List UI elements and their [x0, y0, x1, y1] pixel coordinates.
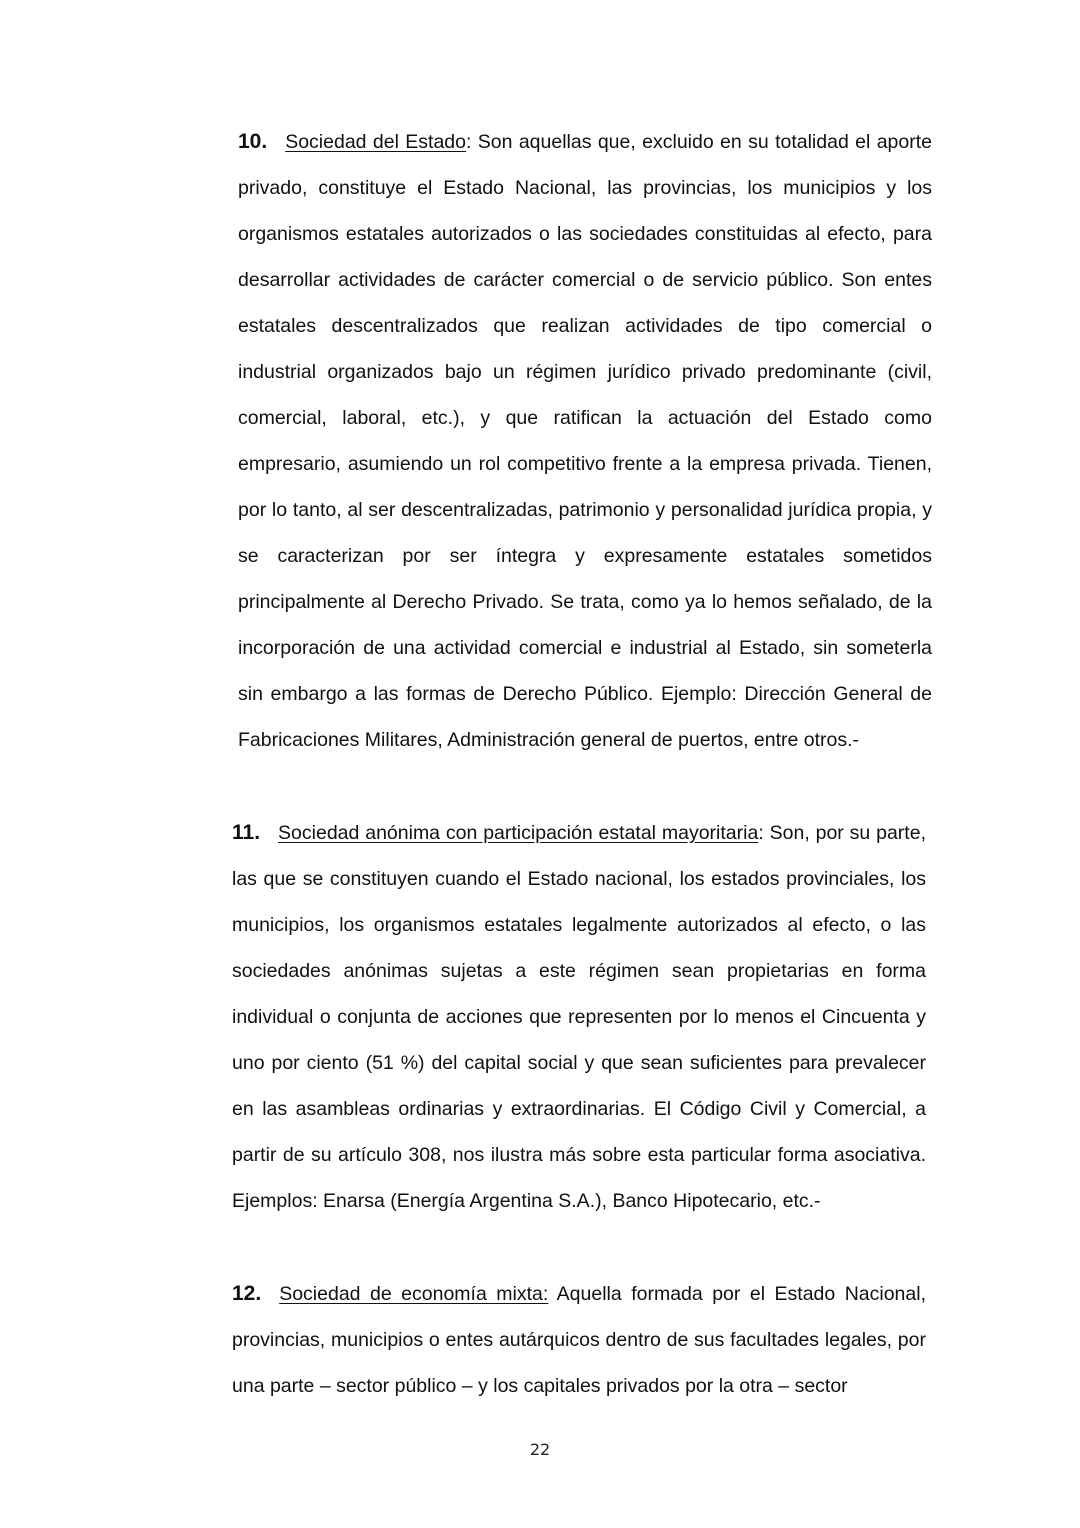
section-number: 12.: [232, 1282, 262, 1305]
section-heading: Sociedad de economía mixta:: [279, 1283, 549, 1305]
section-heading: Sociedad del Estado: [285, 131, 466, 153]
section-body: Son, por su parte, las que se constituyen cuando el Estado nacional, los estados provinciales, los municipios, los organismos estatales legalmente autorizados al efecto, o las sociedades anónimas sujetas a este régimen sean propietarias en forma individual o conjunta de acciones que representen por lo menos el Cincuenta y uno por ciento (51 %) del capital social y que sean suficientes para prevalecer en las asambleas ordinarias y extraordinarias. El Código Civil y Comercial, a partir de su artículo 308, nos ilustra más sobre esta particular forma asociativa. Ejemplos: Enarsa (Energía Argentina S.A.), Banco Hipotecario, etc.-: [232, 822, 926, 1212]
section-number: 10.: [238, 130, 268, 153]
section-11: [232, 810, 926, 1224]
page-number: 22: [529, 1440, 551, 1459]
section-heading: Sociedad anónima con participación estatal mayoritaria: [278, 822, 759, 844]
section-body: Aquella formada por el Estado Nacional, provincias, municipios o entes autárquicos dentro de sus facultades legales, por una parte – sector público – y los capitales privados por la otra – sector: [232, 1283, 926, 1397]
section-10: [238, 119, 932, 763]
heading-suffix: :: [465, 131, 472, 153]
section-number: 11.: [232, 821, 261, 844]
section-body: Son aquellas que, excluido en su totalidad el aporte privado, constituye el Estado Nacional, las provincias, los municipios y los organismos estatales autorizados o las sociedades constituidas al efecto, para desarrollar actividades de carácter comercial o de servicio público. Son entes estatales descentralizados que realizan actividades de tipo comercial o industrial organizados bajo un régimen jurídico privado predominante (civil, comercial, laboral, etc.), y que ratifican la actuación del Estado como empresario, asumiendo un rol competitivo frente a la empresa privada. Tienen, por lo tanto, al ser descentralizadas, patrimonio y personalidad jurídica propia, y se caracterizan por ser íntegra y expresamente estatales sometidos principalmente al Derecho Privado. Se trata, como ya lo hemos señalado, de la incorporación de una actividad comercial e industrial al Estado, sin someterla sin embargo a las formas de Derecho Público. Ejemplo: Dirección General de Fabricaciones Militares, Administración general de puertos, entre otros.-: [238, 131, 932, 751]
heading-suffix: :: [758, 822, 764, 844]
section-12: [232, 1271, 926, 1409]
